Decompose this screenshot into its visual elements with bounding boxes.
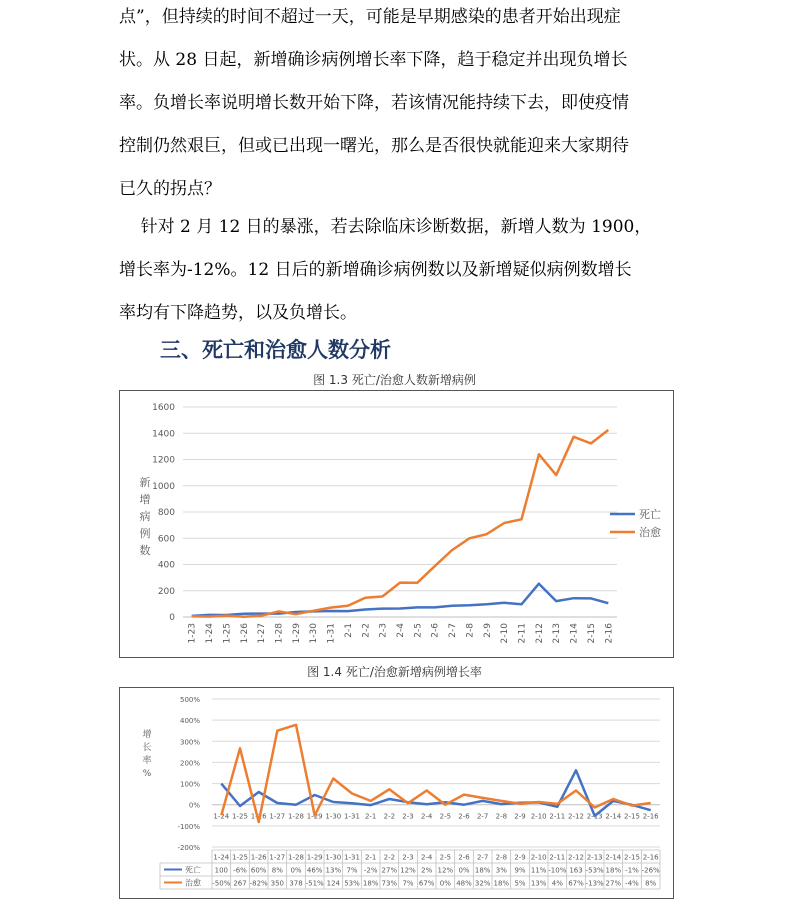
- series-line-death: [192, 584, 609, 616]
- x-tick-label: 2-8: [495, 812, 508, 821]
- y-tick-label: 0: [169, 613, 175, 623]
- x-tick-label: 2-4: [420, 812, 433, 821]
- table-cell: 13%: [325, 866, 342, 875]
- table-cell: 46%: [306, 866, 323, 875]
- table-cell: -4%: [625, 879, 639, 888]
- x-tick-label: 1-24: [205, 623, 216, 644]
- y-tick-label: -200%: [177, 844, 200, 852]
- table-cell: 73%: [381, 879, 398, 888]
- x-tick-label: 1-31: [344, 812, 360, 821]
- paragraph-line: 点”，但持续的时间不超过一天，可能是早期感染的患者开始出现症: [119, 7, 621, 27]
- x-tick-label: 2-16: [604, 623, 615, 644]
- x-tick-label: 1-27: [269, 812, 286, 821]
- x-tick-label: 2-7: [448, 623, 459, 638]
- y-axis-label-char: 例: [139, 527, 151, 540]
- x-tick-label: 2-2: [361, 623, 372, 638]
- x-tick-label: 2-15: [586, 623, 597, 644]
- y-tick-label: -100%: [177, 822, 200, 831]
- y-tick-label: 200: [157, 586, 175, 597]
- y-axis-label-char: %: [142, 769, 152, 779]
- table-cell: 12%: [400, 866, 416, 875]
- table-cell: 53%: [344, 879, 360, 888]
- y-tick-label: 1200: [152, 455, 175, 466]
- x-tick-label: 1-31: [326, 623, 337, 644]
- x-tick-label: 2-1: [343, 623, 354, 638]
- table-header-cell: 2-6: [458, 853, 470, 862]
- table-header-cell: 2-15: [624, 853, 640, 862]
- table-cell: -13%: [585, 879, 604, 888]
- table-cell: -82%: [249, 879, 268, 888]
- y-axis-label-char: 病: [139, 510, 151, 523]
- table-header-cell: 2-13: [586, 853, 603, 862]
- table-cell: -53%: [585, 866, 604, 875]
- table-cell: 267: [233, 879, 247, 888]
- x-tick-label: 1-28: [274, 623, 285, 644]
- table-header-cell: 1-24: [213, 853, 230, 862]
- table-cell: 2%: [421, 866, 433, 875]
- paragraph-line: 已久的拐点？: [119, 179, 221, 199]
- table-header-cell: 1-31: [344, 853, 360, 862]
- legend-label: 死亡: [639, 508, 661, 521]
- table-cell: 0%: [290, 866, 302, 875]
- chart-2-frame: [119, 687, 674, 899]
- table-header-cell: 2-8: [495, 853, 508, 862]
- x-tick-label: 1-30: [309, 623, 320, 644]
- table-header-cell: 1-30: [325, 853, 342, 862]
- table-cell: 32%: [474, 879, 491, 888]
- table-header-cell: 1-27: [269, 853, 286, 862]
- table-header-cell: 2-1: [364, 853, 377, 862]
- table-header-cell: 2-11: [549, 853, 566, 862]
- table-cell: 67%: [568, 879, 584, 888]
- table-header-cell: 2-7: [476, 853, 489, 862]
- table-header-cell: 2-9: [514, 853, 526, 862]
- section-heading: 三、死亡和治愈人数分析: [160, 338, 391, 362]
- table-cell: 18%: [493, 879, 510, 888]
- x-tick-label: 2-9: [514, 812, 526, 821]
- y-tick-label: 500%: [179, 696, 200, 704]
- x-tick-label: 2-16: [642, 812, 659, 821]
- y-axis-label-char: 增: [139, 493, 151, 506]
- table-cell: -1%: [625, 866, 639, 875]
- table-cell: 350: [270, 879, 285, 888]
- table-cell: 27%: [381, 866, 398, 875]
- x-tick-label: 2-12: [568, 812, 584, 821]
- table-header-cell: 2-14: [605, 853, 622, 862]
- table-cell: 0%: [439, 879, 451, 888]
- table-cell: 11%: [530, 866, 547, 875]
- table-cell: 100: [214, 866, 229, 875]
- table-cell: -26%: [641, 866, 660, 875]
- paragraph-line: 率。负增长率说明增长数开始下降，若该情况能持续下去，即使疫情: [119, 93, 629, 113]
- y-axis-label-char: 增: [142, 730, 152, 740]
- y-tick-label: 100%: [179, 780, 200, 789]
- x-tick-label: 2-14: [605, 812, 622, 821]
- y-axis-label-char: 长: [142, 743, 152, 753]
- y-tick-label: 1600: [152, 403, 175, 413]
- new-cases-line-chart: [120, 391, 673, 657]
- x-tick-label: 2-3: [378, 623, 389, 638]
- x-tick-label: 1-26: [239, 623, 250, 644]
- x-tick-label: 2-10: [530, 812, 547, 821]
- table-header-cell: 1-25: [232, 853, 248, 862]
- x-tick-label: 2-12: [534, 623, 545, 644]
- table-cell: 18%: [474, 866, 491, 875]
- table-cell: 124: [326, 879, 341, 888]
- table-cell: 27%: [605, 879, 622, 888]
- x-tick-label: 2-5: [439, 812, 452, 821]
- table-header-cell: 1-26: [250, 853, 267, 862]
- table-header-cell: 2-3: [402, 853, 414, 862]
- paragraph-line: 状。从 28 日起，新增确诊病例增长率下降，趋于稳定并出现负增长: [119, 50, 628, 70]
- table-header-cell: 2-2: [383, 853, 396, 862]
- y-tick-label: 600: [157, 534, 175, 545]
- x-tick-label: 2-11: [517, 623, 528, 644]
- table-cell: 13%: [530, 879, 547, 888]
- y-tick-label: 300%: [179, 738, 200, 747]
- table-cell: 8%: [645, 879, 657, 888]
- y-tick-label: 0%: [188, 801, 200, 810]
- x-tick-label: 2-9: [482, 623, 493, 638]
- x-tick-label: 2-6: [458, 812, 470, 821]
- x-tick-label: 2-6: [430, 623, 441, 638]
- data-table: [160, 850, 660, 889]
- y-axis-label-char: 新: [139, 476, 151, 489]
- table-cell: 3%: [495, 866, 507, 875]
- y-tick-label: 1400: [152, 429, 175, 440]
- x-tick-label: 1-30: [325, 812, 342, 821]
- table-row-label: 治愈: [185, 878, 201, 888]
- table-cell: 5%: [514, 879, 526, 888]
- table-header-cell: 2-16: [642, 853, 659, 862]
- x-tick-label: 2-10: [500, 623, 511, 644]
- y-axis-label-char: 数: [139, 544, 151, 557]
- y-tick-label: 800: [157, 508, 175, 518]
- x-tick-label: 2-13: [552, 623, 563, 644]
- figure-1-caption: 图 1.3 死亡/治愈人数新增病例: [313, 373, 476, 387]
- x-tick-label: 2-5: [413, 623, 424, 638]
- table-row-label: 死亡: [185, 865, 201, 875]
- table-cell: -50%: [212, 879, 231, 888]
- x-tick-label: 1-23: [187, 623, 198, 644]
- table-header-cell: 1-28: [288, 853, 304, 862]
- table-cell: 67%: [418, 879, 435, 888]
- table-cell: 378: [289, 879, 303, 888]
- table-cell: 9%: [514, 866, 526, 875]
- table-cell: 7%: [346, 866, 358, 875]
- x-tick-label: 1-29: [306, 812, 323, 821]
- figure-2-caption: 图 1.4 死亡/治愈新增病例增长率: [307, 665, 482, 679]
- y-tick-label: 1000: [152, 481, 175, 492]
- table-cell: 18%: [605, 866, 622, 875]
- table-header-cell: 1-29: [306, 853, 323, 862]
- x-tick-label: 2-7: [476, 812, 489, 821]
- paragraph-line: 控制仍然艰巨，但或已出现一曙光，那么是否很快就能迎来大家期待: [119, 136, 629, 156]
- y-axis-label-char: 率: [142, 756, 152, 766]
- x-tick-label: 1-24: [213, 812, 230, 821]
- table-cell: -51%: [305, 879, 324, 888]
- growth-rate-line-chart: [120, 688, 673, 898]
- chart-1-frame: [119, 390, 674, 658]
- x-tick-label: 2-4: [396, 623, 406, 638]
- x-tick-label: 2-8: [465, 623, 476, 638]
- series-line-cured: [192, 430, 609, 617]
- x-tick-label: 2-1: [364, 812, 377, 821]
- table-cell: -6%: [233, 866, 247, 875]
- table-cell: -10%: [548, 866, 567, 875]
- table-header-cell: 2-5: [439, 853, 452, 862]
- y-tick-label: 400%: [179, 717, 200, 726]
- table-cell: 8%: [271, 866, 283, 875]
- paragraph-line: 针对 2 月 12 日的暴涨，若去除临床诊断数据，新增人数为 1900，: [119, 217, 652, 237]
- x-tick-label: 1-25: [222, 623, 233, 644]
- series-line-cured: [221, 725, 650, 822]
- x-tick-label: 1-25: [232, 812, 248, 821]
- x-tick-label: 2-13: [586, 812, 603, 821]
- x-tick-label: 2-15: [624, 812, 640, 821]
- x-tick-label: 2-14: [569, 623, 580, 644]
- table-cell: 12%: [437, 866, 454, 875]
- table-cell: 48%: [456, 879, 472, 888]
- table-cell: 7%: [402, 879, 414, 888]
- table-header-cell: 2-4: [420, 853, 433, 862]
- table-cell: -2%: [363, 866, 378, 875]
- table-cell: 0%: [458, 866, 470, 875]
- table-cell: 60%: [250, 866, 267, 875]
- paragraph-line: 率均有下降趋势，以及负增长。: [119, 303, 357, 323]
- x-tick-label: 2-3: [402, 812, 414, 821]
- table-cell: 163: [569, 866, 583, 875]
- legend-label: 治愈: [639, 526, 661, 539]
- table-header-cell: 2-10: [530, 853, 547, 862]
- series-line-death: [221, 770, 650, 816]
- table-header-cell: 2-12: [568, 853, 584, 862]
- x-tick-label: 1-28: [288, 812, 304, 821]
- paragraph-line: 增长率为-12%。12 日后的新增确诊病例数以及新增疑似病例数增长: [119, 260, 632, 280]
- y-tick-label: 200%: [179, 759, 200, 768]
- table-cell: 4%: [551, 879, 563, 888]
- y-tick-label: 400: [157, 560, 175, 571]
- x-tick-label: 2-11: [549, 812, 566, 821]
- x-tick-label: 1-26: [250, 812, 267, 821]
- x-tick-label: 1-29: [291, 623, 302, 644]
- x-tick-label: 1-27: [257, 623, 268, 644]
- x-tick-label: 2-2: [383, 812, 396, 821]
- table-cell: 18%: [362, 879, 379, 888]
